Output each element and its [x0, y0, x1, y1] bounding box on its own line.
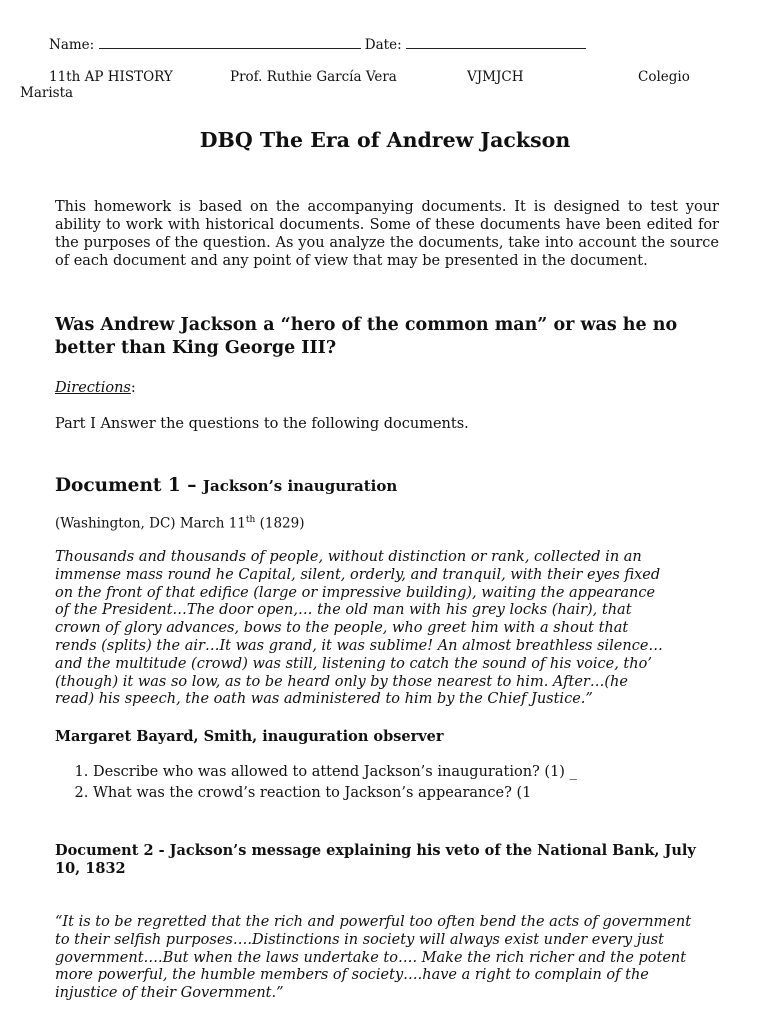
quote-line: of the President…The door open,… the old man with his grey locks (hair), that — [55, 602, 632, 619]
quote-line: read) his speech, the oath was administered to him by the Chief Justice.” — [55, 691, 593, 708]
directions-colon: : — [130, 380, 136, 396]
date-blank[interactable] — [406, 36, 586, 49]
document1-heading — [55, 475, 397, 496]
quote-line: injustice of their Government.” — [55, 985, 284, 1002]
quote-line: more powerful, the humble members of society….have a right to complain of the — [55, 967, 649, 984]
document2-heading: Document 2 - Jackson’s message explaining his veto of the National Bank, July 10, 1832 — [55, 842, 696, 877]
list-item: 1. Describe who was allowed to attend Jackson’s inauguration? (1) _ — [93, 762, 577, 783]
directions-line — [55, 380, 136, 396]
course-label: 11th AP HISTORY — [49, 69, 173, 85]
quote-line: Thousands and thousands of people, without distinction or rank, collected in an — [55, 549, 642, 565]
quote-line: and the multitude (crowd) was still, listening to catch the sound of his voice, tho’ — [55, 655, 652, 672]
document1-questions — [55, 762, 577, 804]
quote-line: crown of glory advances, bows to the people, who greet him with a shout that — [55, 620, 629, 637]
quote-line: “It is to be regretted that the rich and powerful too often bend the acts of government — [55, 914, 692, 930]
document1-heading-label: Document 1 – — [55, 475, 203, 496]
document1-quote — [55, 549, 719, 709]
name-label: Name: — [49, 37, 95, 53]
date-label: Date: — [364, 37, 402, 53]
name-blank[interactable] — [99, 36, 361, 49]
school-label-second: Marista — [20, 85, 74, 101]
professor-label: Prof. Ruthie García Vera — [230, 69, 397, 85]
school-label-first: Colegio — [638, 69, 690, 85]
page-title: DBQ The Era of Andrew Jackson — [199, 128, 571, 152]
list-item: 2. What was the crowd’s reaction to Jackson’s appearance? (1 — [93, 783, 577, 804]
essay-question: Was Andrew Jackson a “hero of the common man” or was he no better than King George III? — [55, 315, 678, 358]
document2-quote — [55, 914, 719, 1003]
document1-dateline — [55, 515, 305, 532]
directions-label: Directions — [55, 380, 131, 396]
quote-line: on the front of that edifice (large or impressive building), waiting the appearance — [55, 584, 656, 601]
quote-line: rends (splits) the air…It was grand, it was sublime! An almost breathless silence… — [55, 637, 663, 654]
document1-subheading: Jackson’s inauguration — [202, 477, 398, 495]
quote-line: to their selfish purposes….Distinctions in society will always exist under every just — [55, 931, 664, 948]
quote-line: government….But when the laws undertake to…. Make the rich richer and the potent — [55, 949, 687, 966]
intro-paragraph: This homework is based on the accompanying documents. It is designed to test your ability to work with historical documents. Some of these documents have been edited for the purposes of the question. As you analyze the documents, take into account the source of each document and any point of view that may be presented in the document. — [55, 199, 719, 269]
document1-dateline-sup: th — [245, 515, 256, 525]
quote-line: immense mass round he Capital, silent, orderly, and tranquil, with their eyes fixed — [55, 566, 661, 583]
name-date-line — [49, 36, 586, 53]
document1-dateline-post: (1829) — [255, 515, 305, 532]
document1-dateline-pre: (Washington, DC) March 11 — [55, 515, 246, 532]
part-one-instructions: Part I Answer the questions to the following documents. — [55, 416, 469, 432]
quote-line: (though) it was so low, as to be heard only by those nearest to him. After…(he — [55, 673, 628, 690]
code-label: VJMJCH — [467, 69, 524, 85]
document1-source: Margaret Bayard, Smith, inauguration observer — [55, 728, 444, 745]
